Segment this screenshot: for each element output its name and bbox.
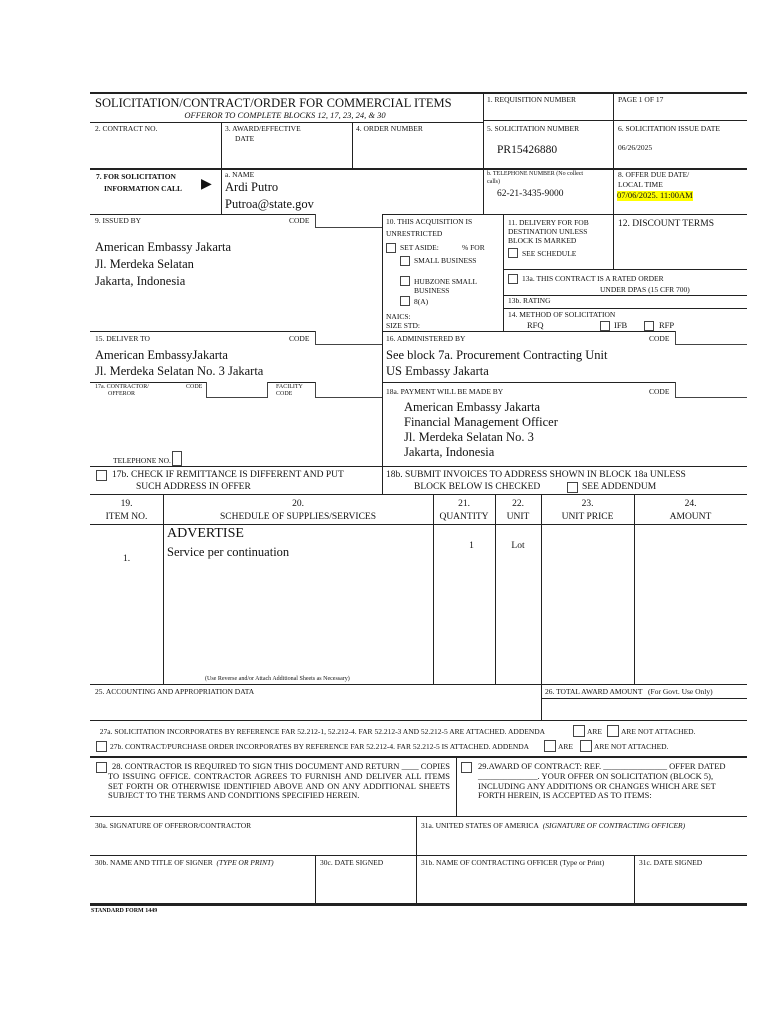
rfp-label: RFP (659, 320, 675, 330)
contractor-code-label: CODE (186, 384, 203, 390)
order-number-label: 4. ORDER NUMBER (356, 124, 423, 133)
27b-checkbox[interactable] (96, 741, 107, 752)
acquisition-label: 10. THIS ACQUISITION IS (386, 217, 473, 226)
telephone-label: b. TELEPHONE NUMBER (No collect (487, 171, 584, 177)
clause-27b: 27b. CONTRACT/PURCHASE ORDER INCORPORATES BY REFERENCE FAR 52.212-4. FAR 52.212-5 IS ATTACHED. ADDENDA (110, 742, 530, 751)
deliver-to-label: 15. DELIVER TO (95, 334, 150, 343)
col-unit-price-num: 23. (581, 499, 594, 509)
offer-due-label2: LOCAL TIME (618, 180, 663, 189)
ifb-label: IFB (614, 320, 628, 330)
telephone-number: 62-21-3435-9000 (497, 189, 564, 199)
usa-signature-label: 31a. UNITED STATES OF AMERICA (SIGNATURE OF CONTRACTING OFFICER) (421, 821, 686, 830)
remittance-checkbox[interactable] (96, 470, 107, 481)
accounting-label: 25. ACCOUNTING AND APPROPRIATION DATA (95, 687, 255, 696)
arrow-right-icon: ▶ (201, 177, 212, 192)
col-unit-price-header: UNIT PRICE (561, 512, 614, 522)
col-quantity-header: QUANTITY (439, 512, 489, 522)
27b-are-label: ARE (558, 742, 573, 751)
issued-by-line3: Jakarta, Indonesia (95, 274, 186, 288)
facility-code-label2: CODE (276, 391, 293, 397)
col-unit-num: 22. (512, 499, 524, 509)
payment-line3: Jl. Merdeka Selatan No. 3 (404, 430, 534, 444)
contractor-code-field[interactable] (206, 382, 268, 398)
payment-code-label: CODE (649, 387, 670, 396)
clause-27a: 27a. SOLICITATION INCORPORATES BY REFERENCE FAR 52.212-1, 52.212-4. FAR 52.212-3 AND 52.212-5 ARE ATTACHED. ADDENDA (99, 727, 546, 736)
contact-email: Putroa@state.gov (225, 197, 314, 211)
deliver-to-code-field[interactable] (315, 331, 383, 345)
telephone-no-label: TELEPHONE NO. (113, 456, 171, 465)
payment-line2: Financial Management Officer (404, 415, 558, 429)
administered-by-line1: See block 7a. Procurement Contracting Unit (386, 348, 608, 362)
solicitation-number: PR15426880 (497, 144, 558, 156)
contact-name: Ardi Putro (225, 180, 279, 194)
solicitation-issue-date-label: 6. SOLICITATION ISSUE DATE (618, 124, 720, 133)
27b-are-checkbox[interactable] (544, 740, 556, 752)
delivery-fob-label2: DESTINATION UNLESS (508, 227, 588, 236)
invoice-label2: BLOCK BELOW IS CHECKED (414, 482, 541, 492)
col-description-header: SCHEDULE OF SUPPLIES/SERVICES (219, 512, 377, 522)
solicitation-number-label: 5. SOLICITATION NUMBER (487, 124, 580, 133)
clause-28: 28. CONTRACTOR IS REQUIRED TO SIGN THIS DOCUMENT AND RETURN ____ COPIES TO ISSUING OFFICE. CONTRACTOR AGREES TO FURNISH AND DELIVER ALL ITEMS SET FORTH OR OTHERWISE IDENTIFIED ABOVE AND ON ANY ADDITIONAL SHEETS SUBJECT TO THE TERMS AND CONDITIONS SPECIFIED HEREIN. (108, 761, 450, 801)
see-schedule-checkbox[interactable] (508, 248, 518, 258)
27a-are-not-checkbox[interactable] (607, 725, 619, 737)
set-aside-label: SET ASIDE: (400, 243, 439, 252)
delivery-fob-label: 11. DELIVERY FOR FOB (508, 218, 589, 227)
27b-are-not-label: ARE NOT ATTACHED. (594, 742, 669, 751)
discount-terms-label: 12. DISCOUNT TERMS (618, 219, 714, 229)
8a-checkbox[interactable] (400, 296, 410, 306)
addendum-label: SEE ADDENDUM (582, 482, 657, 492)
addendum-checkbox[interactable] (567, 482, 578, 493)
page-label: PAGE 1 OF 17 (618, 95, 664, 104)
set-aside-checkbox[interactable] (386, 243, 396, 253)
administered-by-label: 16. ADMINISTERED BY (386, 334, 466, 343)
deliver-to-line2: Jl. Merdeka Selatan No. 3 Jakarta (95, 364, 264, 378)
8a-label: 8(A) (414, 297, 429, 306)
invoice-label: 18b. SUBMIT INVOICES TO ADDRESS SHOWN IN BLOCK 18a UNLESS (386, 470, 686, 480)
hubzone-label: HUBZONE SMALL (414, 277, 478, 286)
29-checkbox[interactable] (461, 762, 472, 773)
issued-by-line2: Jl. Merdeka Selatan (95, 257, 194, 271)
telephone-note: calls) (487, 179, 500, 185)
offeror-note: OFFEROR TO COMPLETE BLOCKS 12, 17, 23, 24, & 30 (184, 110, 386, 120)
contracting-officer-name-label: 31b. NAME OF CONTRACTING OFFICER (Type or Print) (421, 858, 605, 867)
col-amount-num: 24. (684, 499, 697, 509)
solicitation-issue-date: 06/26/2025 (618, 143, 653, 152)
requisition-number-label: 1. REQUISITION NUMBER (487, 95, 576, 104)
issued-by-label: 9. ISSUED BY (95, 216, 142, 225)
remittance-label: 17b. CHECK IF REMITTANCE IS DIFFERENT AND PUT (112, 470, 344, 480)
col-item-header: ITEM NO. (105, 512, 148, 522)
award-date-label: 3. AWARD/EFFECTIVE (225, 124, 301, 133)
issued-by-line1: American Embassy Jakarta (95, 240, 232, 254)
rated-order-checkbox[interactable] (508, 274, 518, 284)
award-date-label2: DATE (235, 134, 255, 143)
deliver-to-code-label: CODE (289, 334, 310, 343)
rfq-option[interactable]: RFQ (527, 320, 544, 330)
item-unit: Lot (511, 541, 525, 551)
offer-due-date: 07/06/2025. 11:00AM (617, 190, 693, 200)
offeror-date-signed-label: 30c. DATE SIGNED (320, 858, 384, 867)
col-item-num: 19. (120, 499, 133, 509)
27a-are-label: ARE (587, 727, 602, 736)
offeror-signature-label: 30a. SIGNATURE OF OFFEROR/CONTRACTOR (95, 821, 252, 830)
small-business-checkbox[interactable] (400, 256, 410, 266)
info-call-label: 7. FOR SOLICITATION (96, 172, 176, 181)
see-schedule-label: SEE SCHEDULE (522, 249, 577, 258)
issued-by-code-label: CODE (289, 216, 310, 225)
item-number: 1. (122, 554, 131, 564)
contractor-label: 17a. CONTRACTOR/ (95, 384, 149, 390)
hubzone-label2: BUSINESS (414, 286, 450, 295)
deliver-to-line1: American EmbassyJakarta (95, 348, 228, 362)
ifb-checkbox[interactable] (600, 321, 610, 331)
officer-date-signed-label: 31c. DATE SIGNED (639, 858, 703, 867)
contact-name-label: a. NAME (225, 170, 255, 179)
27a-are-not-label: ARE NOT ATTACHED. (621, 727, 696, 736)
form-number: STANDARD FORM 1449 (91, 908, 158, 914)
facility-code-field[interactable] (315, 382, 383, 398)
rfp-checkbox[interactable] (644, 321, 654, 331)
payment-line4: Jakarta, Indonesia (404, 445, 495, 459)
schedule-footnote: (Use Reverse and/or Attach Additional Sheets as Necessary) (205, 676, 350, 682)
payment-code-field[interactable] (675, 382, 747, 398)
col-unit-header: UNIT (506, 512, 530, 522)
info-call-label2: INFORMATION CALL (104, 184, 182, 193)
administered-by-line2: US Embassy Jakarta (386, 364, 489, 378)
size-std-label: SIZE STD: (386, 321, 420, 330)
clause-29: 29.AWARD OF CONTRACT: REF. _______________ OFFER DATED ______________. YOUR OFFER ON SOLICITATION (BLOCK 5), INCLUDING ANY ADDITIONS OR CHANGES WHICH ARE SET FORTH HEREIN, IS ACCEPTED AS TO ITEMS: (478, 761, 726, 801)
naics-label: NAICS: (386, 312, 411, 321)
payment-label: 18a. PAYMENT WILL BE MADE BY (386, 387, 504, 396)
27b-are-not-checkbox[interactable] (580, 740, 592, 752)
form-title: SOLICITATION/CONTRACT/ORDER FOR COMMERCIAL ITEMS (95, 96, 452, 110)
item-quantity: 1 (469, 541, 474, 551)
method-label: 14. METHOD OF SOLICITATION (508, 310, 616, 319)
contract-no-label: 2. CONTRACT NO. (95, 124, 158, 133)
set-aside-pct: % FOR (462, 243, 485, 252)
delivery-fob-label3: BLOCK IS MARKED (508, 236, 577, 245)
col-amount-header: AMOUNT (669, 512, 712, 522)
signer-name-label: 30b. NAME AND TITLE OF SIGNER (TYPE OR PRINT) (95, 858, 274, 867)
item-title: ADVERTISE (167, 526, 244, 541)
col-description-num: 20. (292, 499, 304, 509)
administered-code-field[interactable] (675, 331, 747, 345)
issued-by-code-field[interactable] (315, 214, 383, 228)
rated-order-label: 13a. THIS CONTRACT IS A RATED ORDER (522, 274, 664, 283)
remittance-label2: SUCH ADDRESS IN OFFER (136, 482, 251, 492)
rating-label: 13b. RATING (508, 296, 551, 305)
small-business-label: SMALL BUSINESS (414, 256, 477, 265)
payment-line1: American Embassy Jakarta (404, 400, 541, 414)
hubzone-checkbox[interactable] (400, 276, 410, 286)
unrestricted-option[interactable]: UNRESTRICTED (386, 229, 443, 238)
contractor-label2: OFFEROR (108, 391, 136, 397)
col-quantity-num: 21. (458, 499, 470, 509)
administered-code-label: CODE (649, 334, 670, 343)
total-award-label: 26. TOTAL AWARD AMOUNT (For Govt. Use Only) (545, 687, 713, 696)
offer-due-label: 8. OFFER DUE DATE/ (618, 170, 690, 179)
rated-order-label2: UNDER DPAS (15 CFR 700) (600, 285, 690, 294)
item-description: Service per continuation (167, 545, 290, 559)
facility-code-label: FACILITY (276, 384, 303, 390)
27a-are-checkbox[interactable] (573, 725, 585, 737)
28-checkbox[interactable] (96, 762, 107, 773)
telephone-no-field[interactable] (172, 451, 182, 466)
